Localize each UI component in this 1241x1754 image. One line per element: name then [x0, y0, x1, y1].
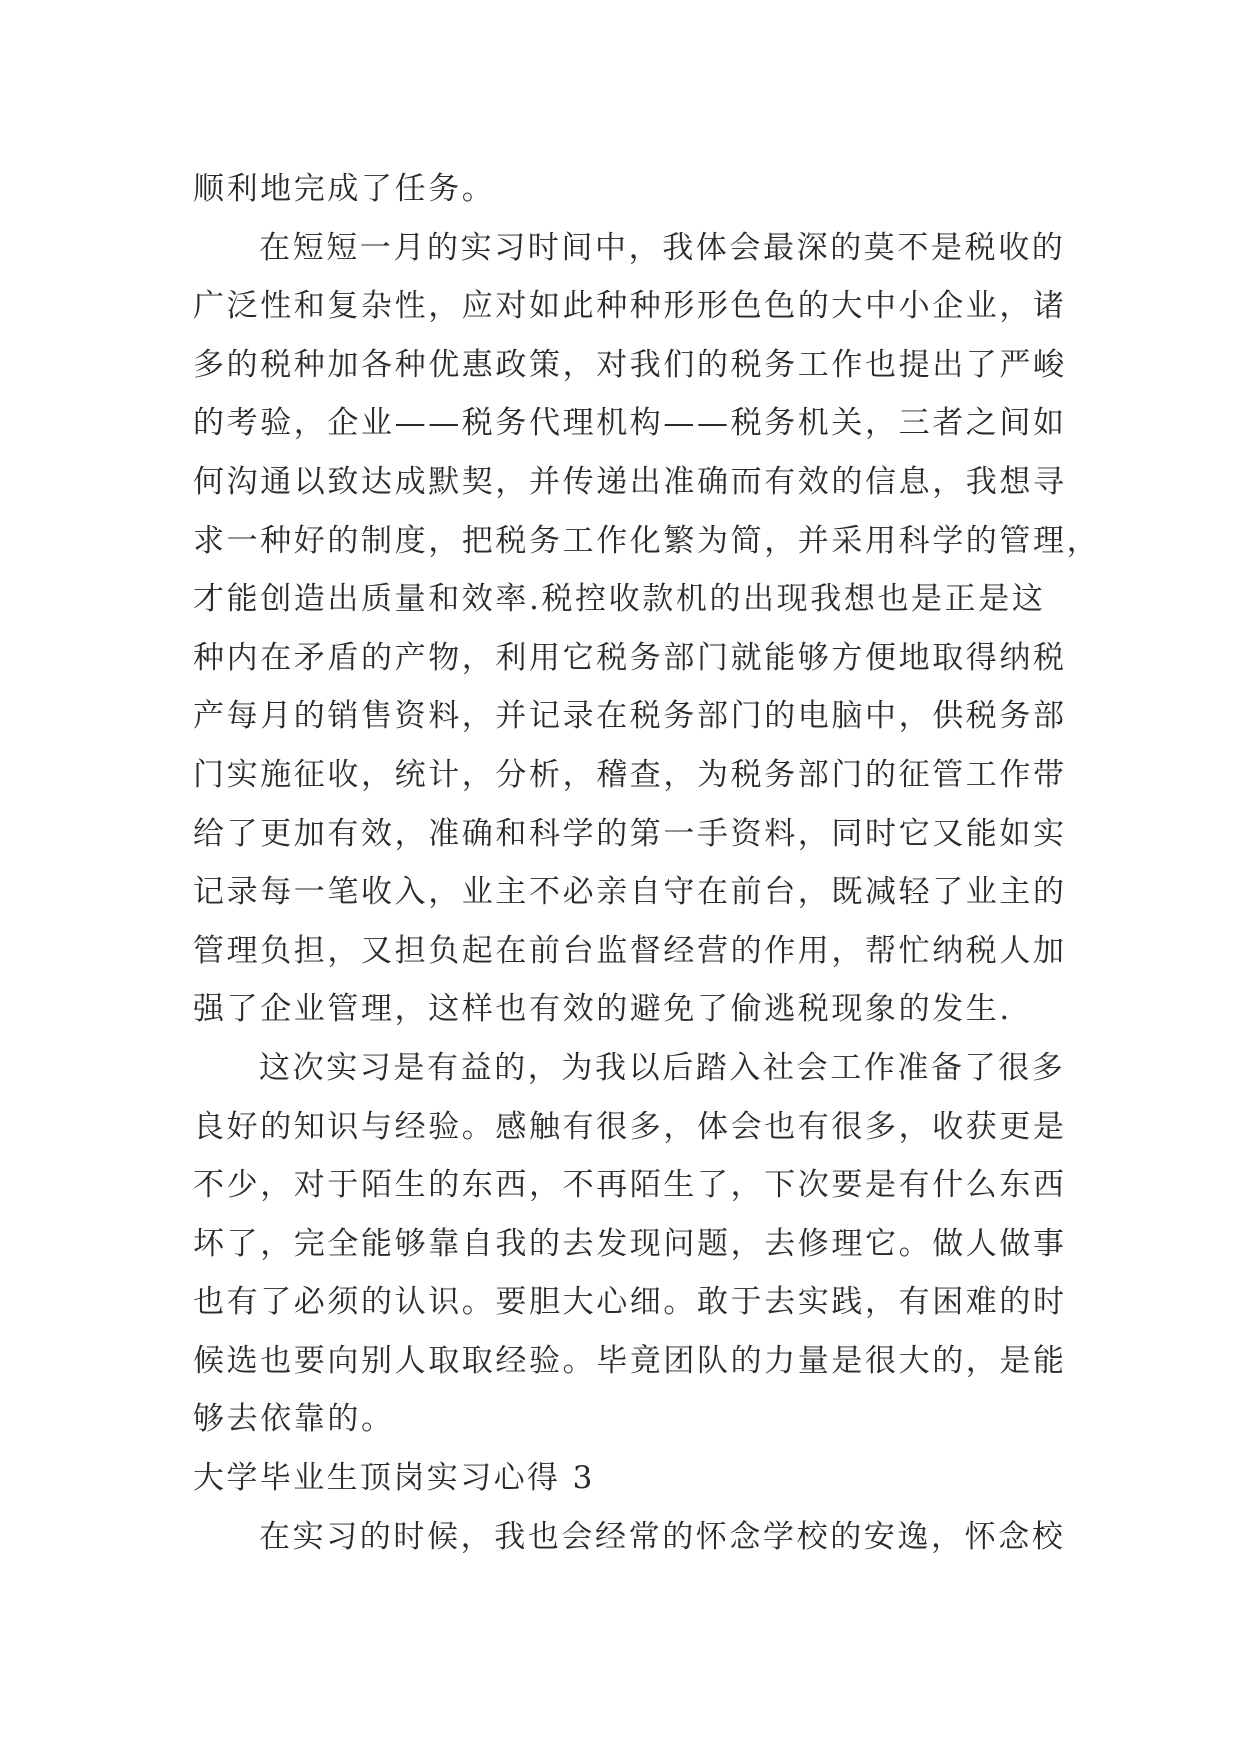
paragraph-line: 良好的知识与经验。感触有很多，体会也有很多，收获更是 — [193, 1108, 1067, 1145]
paragraph-line: 这次实习是有益的，为我以后踏入社会工作准备了很多 — [259, 1049, 1066, 1086]
paragraph-line: 也有了必须的认识。要胆大心细。敢于去实践，有困难的时 — [193, 1284, 1067, 1321]
paragraph-line: 不少，对于陌生的东西，不再陌生了，下次要是有什么东西 — [193, 1167, 1067, 1204]
paragraph-line: 才能创造出质量和效率.税控收款机的出现我想也是正是这 — [193, 581, 1046, 618]
paragraph-line: 门实施征收，统计，分析，稽查，为税务部门的征管工作带 — [193, 756, 1067, 793]
paragraph-line: 够去依靠的。 — [193, 1401, 395, 1438]
paragraph-line: 给了更加有效，准确和科学的第一手资料，同时它又能如实 — [193, 815, 1067, 852]
paragraph-line: 强了企业管理，这样也有效的避免了偷逃税现象的发生. — [193, 991, 1012, 1028]
paragraph-line: 多的税种加各种优惠政策，对我们的税务工作也提出了严峻 — [193, 346, 1067, 383]
paragraph-line: 产每月的销售资料，并记录在税务部门的电脑中，供税务部 — [193, 698, 1067, 735]
paragraph-line: 的考验，企业——税务代理机构——税务机关，三者之间如 — [193, 405, 1067, 442]
paragraph-line: 管理负担，又担负起在前台监督经营的作用，帮忙纳税人加 — [193, 932, 1067, 969]
paragraph-line: 坏了，完全能够靠自我的去发现问题，去修理它。做人做事 — [193, 1225, 1067, 1262]
paragraph-line: 顺利地完成了任务。 — [193, 171, 496, 207]
paragraph-line: 记录每一笔收入，业主不必亲自守在前台，既减轻了业主的 — [193, 874, 1067, 911]
paragraph-line: 在短短一月的实习时间中，我体会最深的莫不是税收的 — [259, 229, 1066, 266]
paragraph-line: 广泛性和复杂性，应对如此种种形形色色的大中小企业，诸 — [193, 288, 1067, 325]
paragraph-line: 种内在矛盾的产物，利用它税务部门就能够方便地取得纳税 — [193, 639, 1067, 676]
paragraph-line: 何沟通以致达成默契，并传递出准确而有效的信息，我想寻 — [193, 463, 1067, 500]
paragraph-line: 求一种好的制度，把税务工作化繁为简，并采用科学的管理， — [193, 522, 1101, 559]
paragraph-line: 在实习的时候，我也会经常的怀念学校的安逸，怀念校 — [259, 1518, 1066, 1555]
paragraph-line: 候选也要向别人取取经验。毕竟团队的力量是很大的，是能 — [193, 1342, 1067, 1379]
document-body — [193, 160, 1101, 1566]
section-heading: 大学毕业生顶岗实习心得 3 — [193, 1460, 595, 1497]
